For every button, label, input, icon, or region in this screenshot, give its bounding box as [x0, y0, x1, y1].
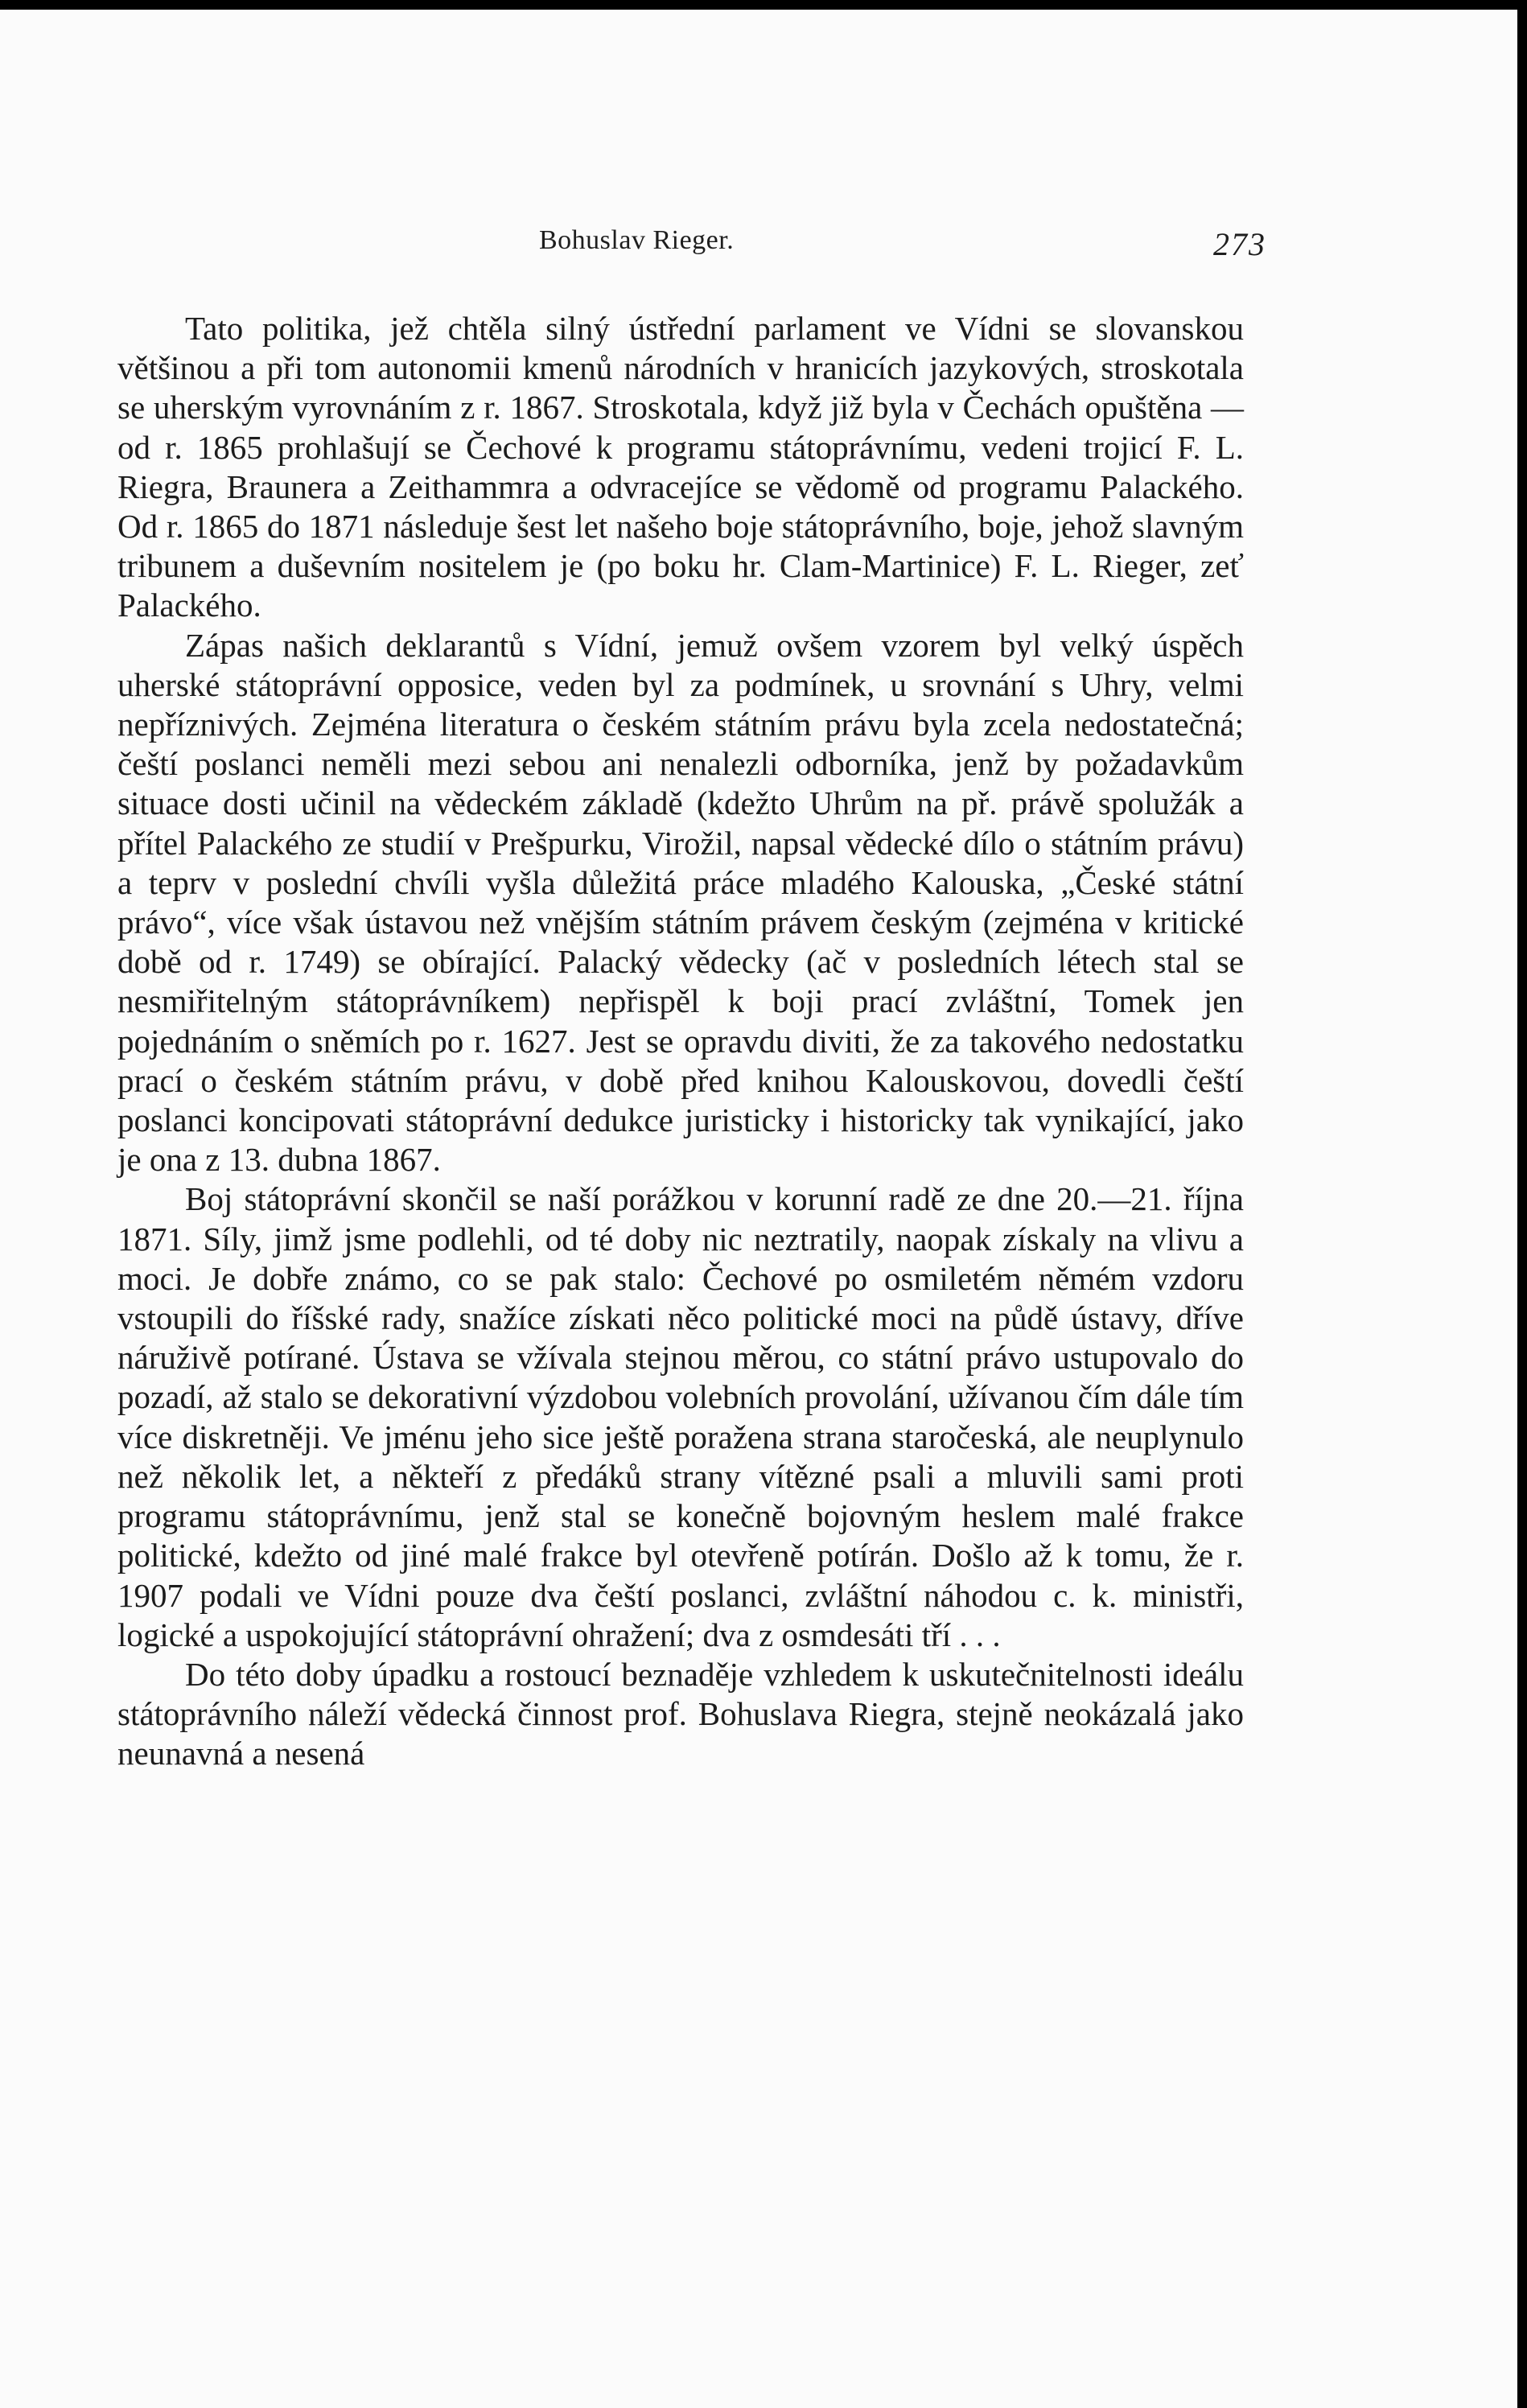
- paragraph-4: Do této doby úpadku a rostoucí beznaděje vzhledem k uskutečnitelnosti ideálu státoprávního náleží vědecká činnost prof. Bohuslava Riegra, stejně neokázalá jako neunavná a nesená: [117, 1655, 1244, 1772]
- paragraph-1: Tato politika, jež chtěla silný ústřední parlament ve Vídni se slovanskou většinou a při tom autonomii kmenů národních v hranicích jazykových, stroskotala se uherským vyrovnáním z r. 1867. Stroskotala, když již byla v Čechách opuštěna — od r. 1865 prohlašují se Čechové k programu státoprávnímu, vedeni trojicí F. L. Riegra, Braunera a Zeithammra a odvracejíce se vědomě od programu Palackého. Od r. 1865 do 1871 následuje šest let našeho boje státoprávního, boje, jehož slavným tribunem a duševním nositelem je (po boku hr. Clam-Martinice) F. L. Rieger, zeť Palackého.: [117, 310, 1244, 624]
- book-page: [0, 10, 1517, 2408]
- body-text: [117, 309, 1244, 1774]
- paragraph-2: Zápas našich deklarantů s Vídní, jemuž ovšem vzorem byl velký úspěch uherské státoprávní opposice, veden byl za podmínek, u srovnání s Uhry, velmi nepříznivých. Zejména literatura o českém státním právu byla zcela nedostatečná; čeští poslanci neměli mezi sebou ani nenalezli odborníka, jenž by požadavkům situace dosti učinil na vědeckém základě (kdežto Uhrům na př. právě spolužák a přítel Palackého ze studií v Prešpurku, Virožil, napsal vědecké dílo o státním právu) a teprv v poslední chvíli vyšla důležitá práce mladého Kalouska, „České státní právo“, více však ústavou než vnějším státním právem českým (zejména v kritické době od r. 1749) se obírající. Palacký vědecky (ač v posledních létech stal se nesmiřitelným státoprávníkem) nepřispěl k boji prací zvláštní, Tomek jen pojednáním o sněmích po r. 1627. Jest se opravdu diviti, že za takového nedostatku prací o českém státním právu, v době před knihou Kalouskovou, dovedli čeští poslanci koncipovati státoprávní dedukce juristicky i historicky tak vynikající, jako je ona z 13. dubna 1867.: [117, 626, 1244, 1179]
- page-header: [0, 225, 1517, 265]
- running-head: Bohuslav Rieger.: [539, 225, 735, 255]
- paragraph-3: Boj státoprávní skončil se naší porážkou v korunní radě ze dne 20.—21. října 1871. Síly, jimž jsme podlehli, od té doby nic neztratily, naopak získaly na vlivu a moci. Je dobře známo, co se pak stalo: Čechové po osmiletém němém vzdoru vstoupili do říšské rady, snažíce získati něco politické moci na půdě ústavy, dříve náruživě potírané. Ústava se vžívala stejnou měrou, co státní právo ustupovalo do pozadí, až stalo se dekorativní výzdobou volebních provolání, užívanou čím dále tím více diskretněji. Ve jménu jeho sice ještě poražena strana staročeská, ale neuplynulo než několik let, a někteří z předáků strany vítězné psali a mluvili sami proti programu státoprávnímu, jenž stal se konečně bojovným heslem malé frakce politické, kdežto od jiné malé frakce byl otevřeně potírán. Došlo až k tomu, že r. 1907 podali ve Vídni pouze dva čeští poslanci, zvláštní náhodou c. k. ministři, logické a uspokojující státoprávní ohražení; dva z osmdesáti tří . . .: [117, 1180, 1244, 1653]
- page-number: 273: [1213, 226, 1266, 262]
